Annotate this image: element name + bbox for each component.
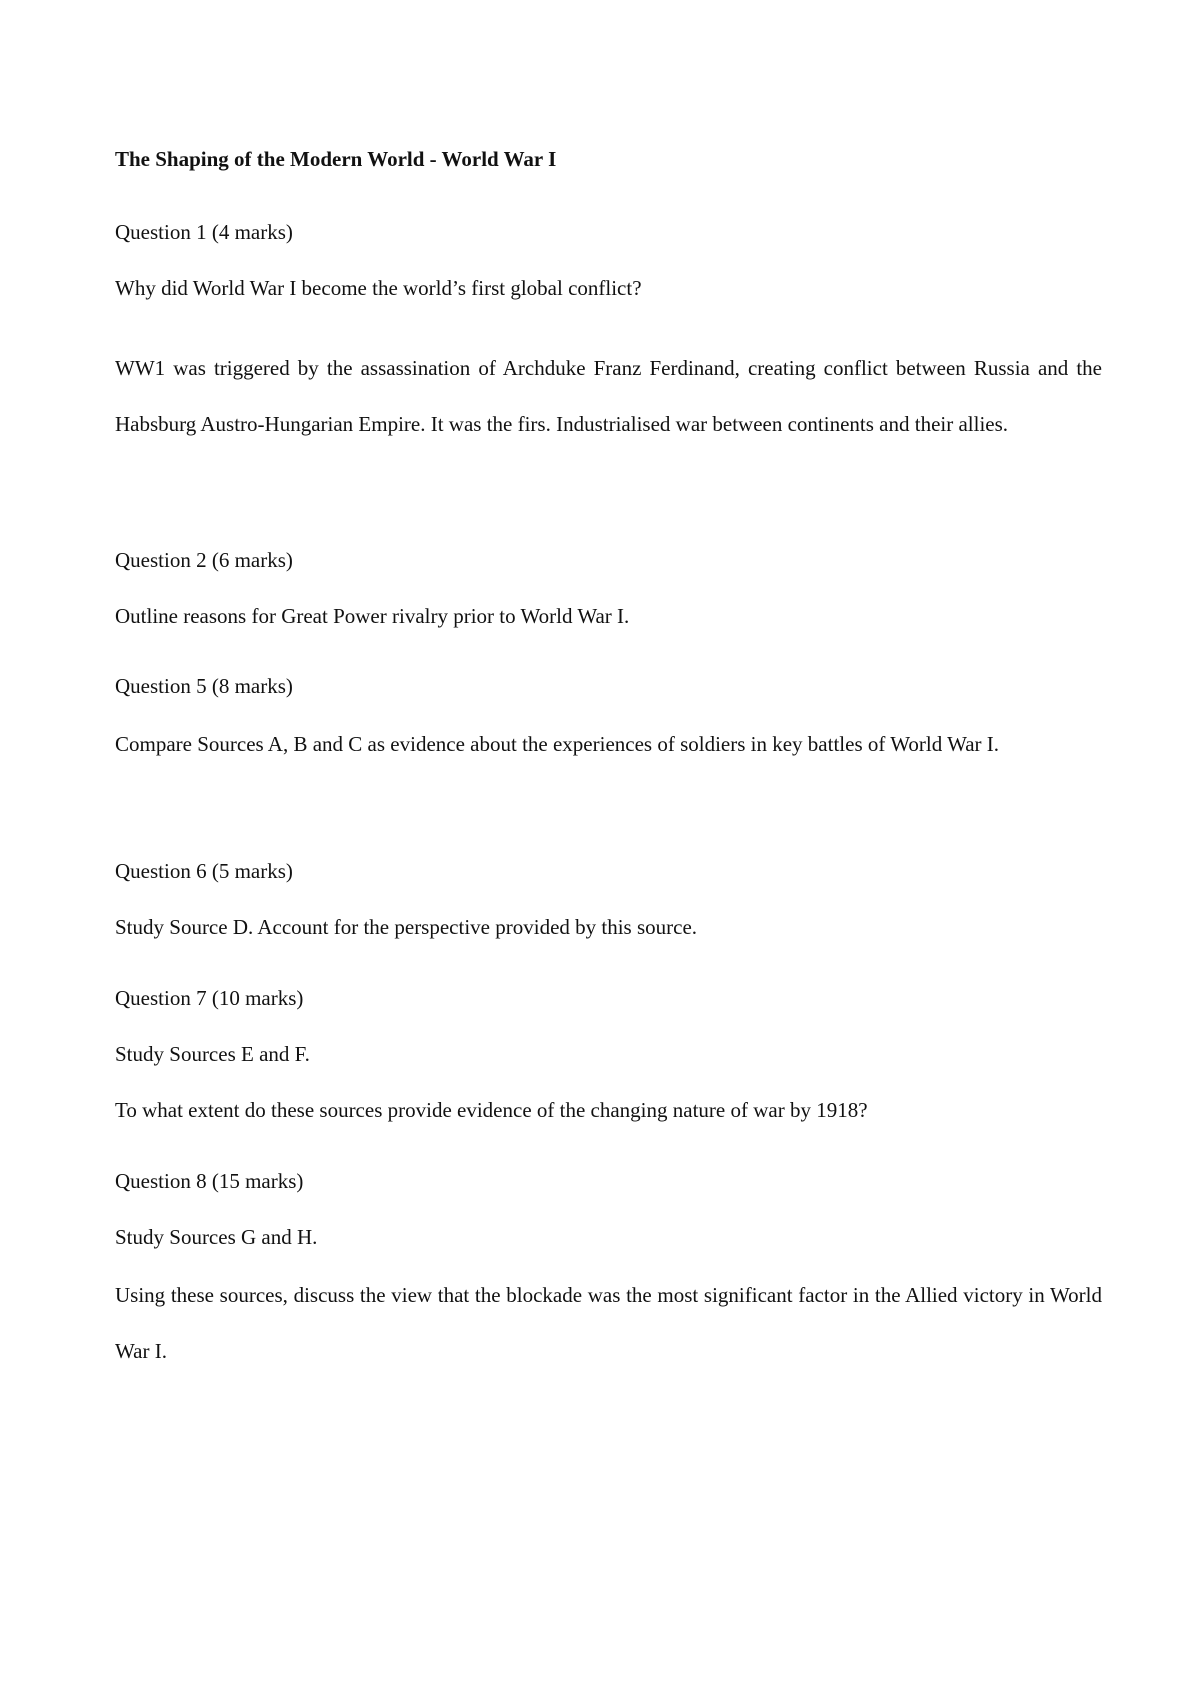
document-title: The Shaping of the Modern World - World War I bbox=[115, 147, 557, 171]
question-2-prompt: Outline reasons for Great Power rivalry prior to World War I. bbox=[115, 604, 630, 628]
question-1-heading: Question 1 (4 marks) bbox=[115, 220, 293, 244]
question-7-instruction: Study Sources E and F. bbox=[115, 1042, 310, 1066]
question-7-prompt: To what extent do these sources provide evidence of the changing nature of war by 1918? bbox=[115, 1098, 868, 1122]
question-8-instruction: Study Sources G and H. bbox=[115, 1225, 318, 1249]
question-6-heading: Question 6 (5 marks) bbox=[115, 859, 293, 883]
question-1-answer: WW1 was triggered by the assassination of Archduke Franz Ferdinand, creating conflict between Russia and the Habsburg Austro-Hungarian Empire. It was the firs. Industrialised war between continents and their allies. bbox=[115, 356, 1102, 436]
question-1-prompt: Why did World War I become the world’s first global conflict? bbox=[115, 276, 642, 300]
question-7-heading: Question 7 (10 marks) bbox=[115, 986, 304, 1010]
question-8-prompt: Using these sources, discuss the view that the blockade was the most significant factor in the Allied victory in World War I. bbox=[115, 1283, 1102, 1363]
question-8-heading: Question 8 (15 marks) bbox=[115, 1169, 304, 1193]
question-6-prompt: Study Source D. Account for the perspective provided by this source. bbox=[115, 915, 698, 939]
question-5-prompt: Compare Sources A, B and C as evidence about the experiences of soldiers in key battles of World War I. bbox=[115, 732, 1000, 756]
question-2-heading: Question 2 (6 marks) bbox=[115, 548, 293, 572]
question-5-heading: Question 5 (8 marks) bbox=[115, 674, 293, 698]
